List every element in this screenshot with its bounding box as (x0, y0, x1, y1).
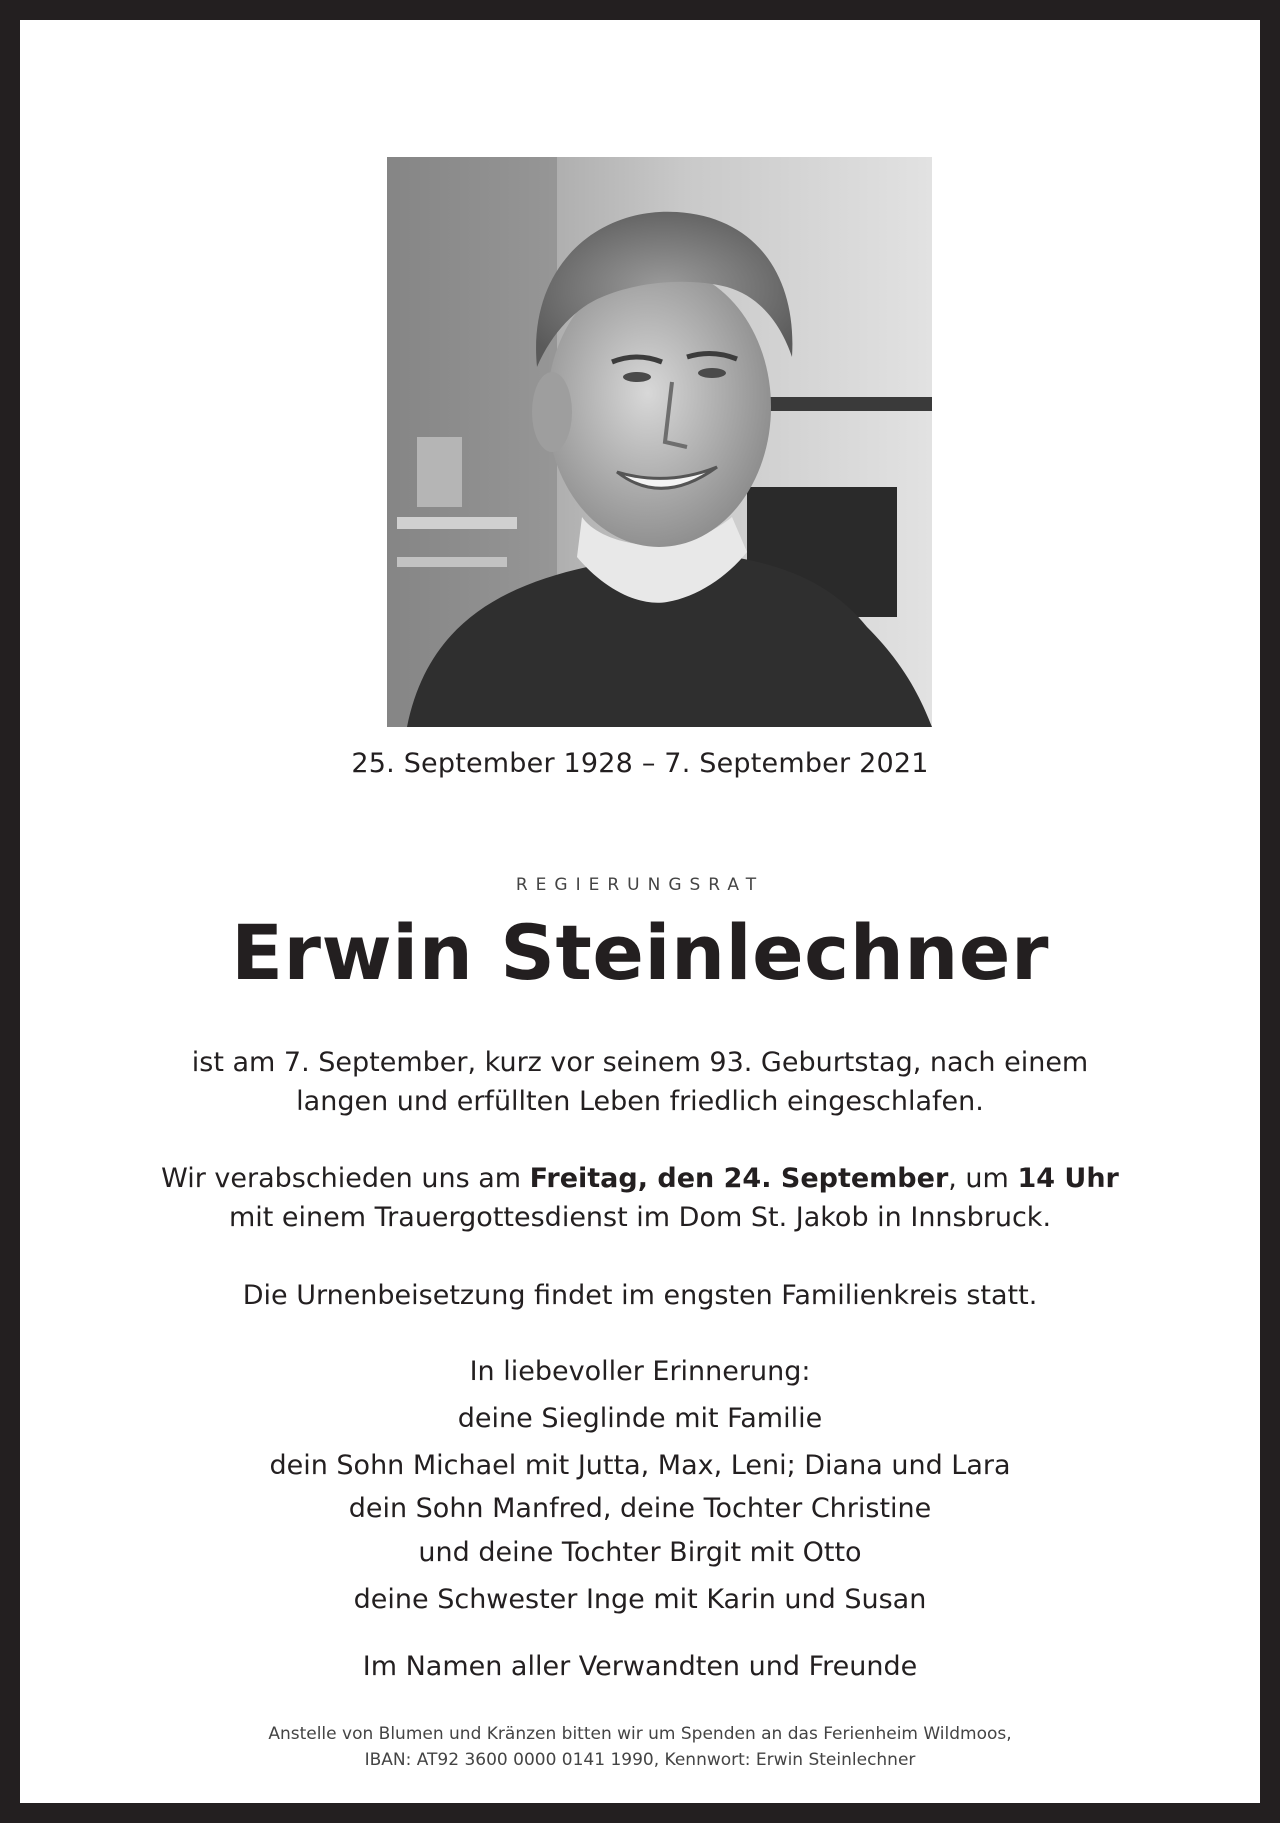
service-line-1 (40, 1159, 1240, 1198)
family-member: deine Sieglinde mit Familie (457, 1403, 823, 1434)
service-date: Freitag, den 24. September (529, 1163, 949, 1194)
service-line-2: mit einem Trauergottesdienst im Dom St. Jakob in Innsbruck. (228, 1202, 1052, 1233)
donation-line-2: IBAN: AT92 3600 0000 0141 1990, Kennwort: Erwin Steinlechner (364, 1750, 916, 1770)
portrait-photo (387, 157, 932, 727)
family-member: dein Sohn Michael mit Jutta, Max, Leni; Diana und Lara (269, 1450, 1011, 1481)
portrait-illustration (387, 157, 932, 727)
deceased-name: Erwin Steinlechner (231, 908, 1049, 997)
announcement-line-1: ist am 7. September, kurz vor seinem 93. Geburtstag, nach einem (191, 1047, 1089, 1078)
service-time: 14 Uhr (1017, 1163, 1119, 1194)
service-pre-text: Wir verabschieden uns am (161, 1163, 530, 1194)
service-mid-text: , um (948, 1163, 1018, 1194)
obituary-content (40, 40, 1240, 1783)
service-paragraph (40, 1159, 1240, 1237)
family-member: deine Schwester Inge mit Karin und Susan (353, 1584, 927, 1615)
life-dates: 25. September 1928 – 7. September 2021 (351, 748, 929, 779)
announcement-line-2: langen und erfüllten Leben friedlich eingeschlafen. (296, 1086, 984, 1117)
donation-note (40, 1721, 1240, 1773)
family-member: dein Sohn Manfred, deine Tochter Christine (348, 1493, 932, 1524)
family-member: und deine Tochter Birgit mit Otto (418, 1537, 862, 1568)
honorary-title: REGIERUNGSRAT (515, 875, 765, 895)
closing-line: Im Namen aller Verwandten und Freunde (362, 1651, 918, 1682)
family-list (40, 1348, 1240, 1623)
family-intro: In liebevoller Erinnerung: (469, 1356, 811, 1387)
donation-line-1: Anstelle von Blumen und Kränzen bitten wir um Spenden an das Ferienheim Wildmoos, (268, 1724, 1012, 1744)
burial-paragraph: Die Urnenbeisetzung findet im engsten Familienkreis statt. (242, 1280, 1038, 1311)
announcement-paragraph (40, 1043, 1240, 1121)
